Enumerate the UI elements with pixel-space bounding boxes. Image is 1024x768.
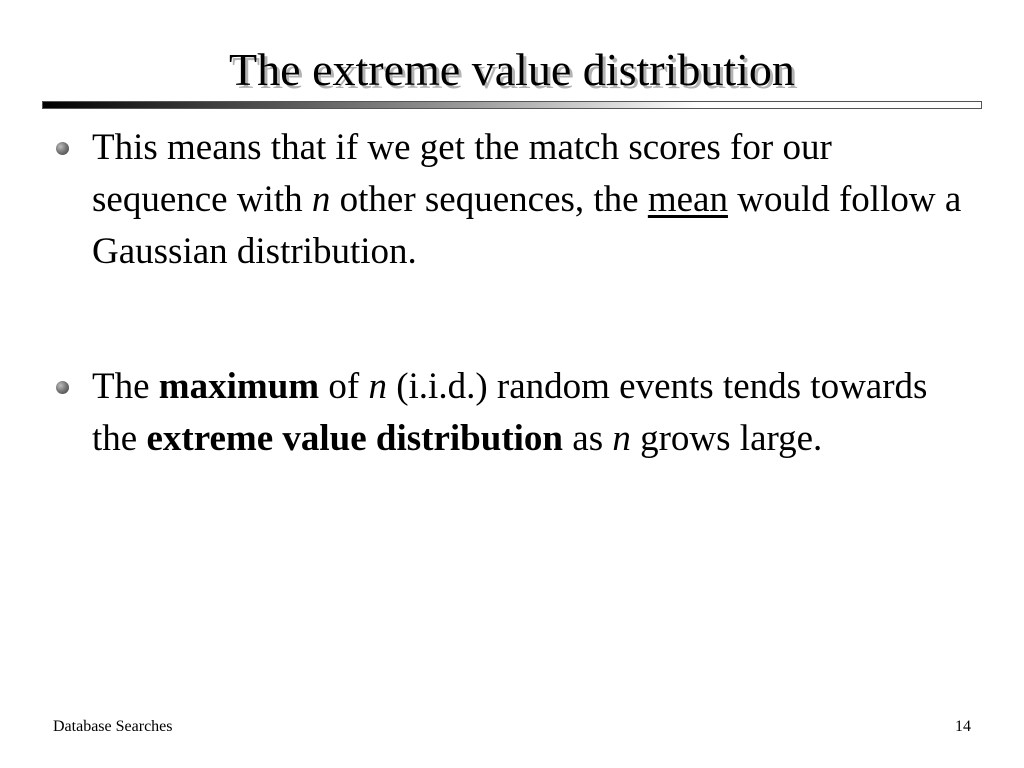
- bullet-text: as: [563, 418, 613, 459]
- emphasis-extreme-value-distribution: extreme value distribution: [146, 418, 564, 459]
- variable-n: n: [368, 366, 387, 407]
- bullet-text: The: [92, 366, 159, 407]
- bullet-text: This means that if we get the match scores for our sequence with: [92, 127, 832, 220]
- page-number: 14: [955, 718, 971, 735]
- emphasis-mean: mean: [647, 179, 728, 220]
- slide-title: The extreme value distribution: [229, 44, 795, 95]
- variable-n: n: [311, 179, 331, 220]
- variable-n: n: [612, 418, 631, 459]
- bullet-item: [92, 361, 972, 465]
- bullet-text: (i.i.d.) random events tends towards the: [92, 366, 928, 459]
- bullet-dot-icon: [56, 381, 69, 394]
- bullet-text: other sequences, the: [330, 179, 648, 220]
- bullet-text: of: [319, 366, 369, 407]
- bullet-dot-icon: [56, 142, 69, 155]
- emphasis-maximum: maximum: [158, 366, 320, 407]
- footer-title: Database Searches: [53, 718, 173, 735]
- bullet-text: grows large.: [630, 418, 823, 459]
- bullet-text: would follow a Gaussian distribution.: [92, 179, 962, 272]
- bullet-item: [92, 122, 972, 278]
- title-divider: [42, 101, 982, 109]
